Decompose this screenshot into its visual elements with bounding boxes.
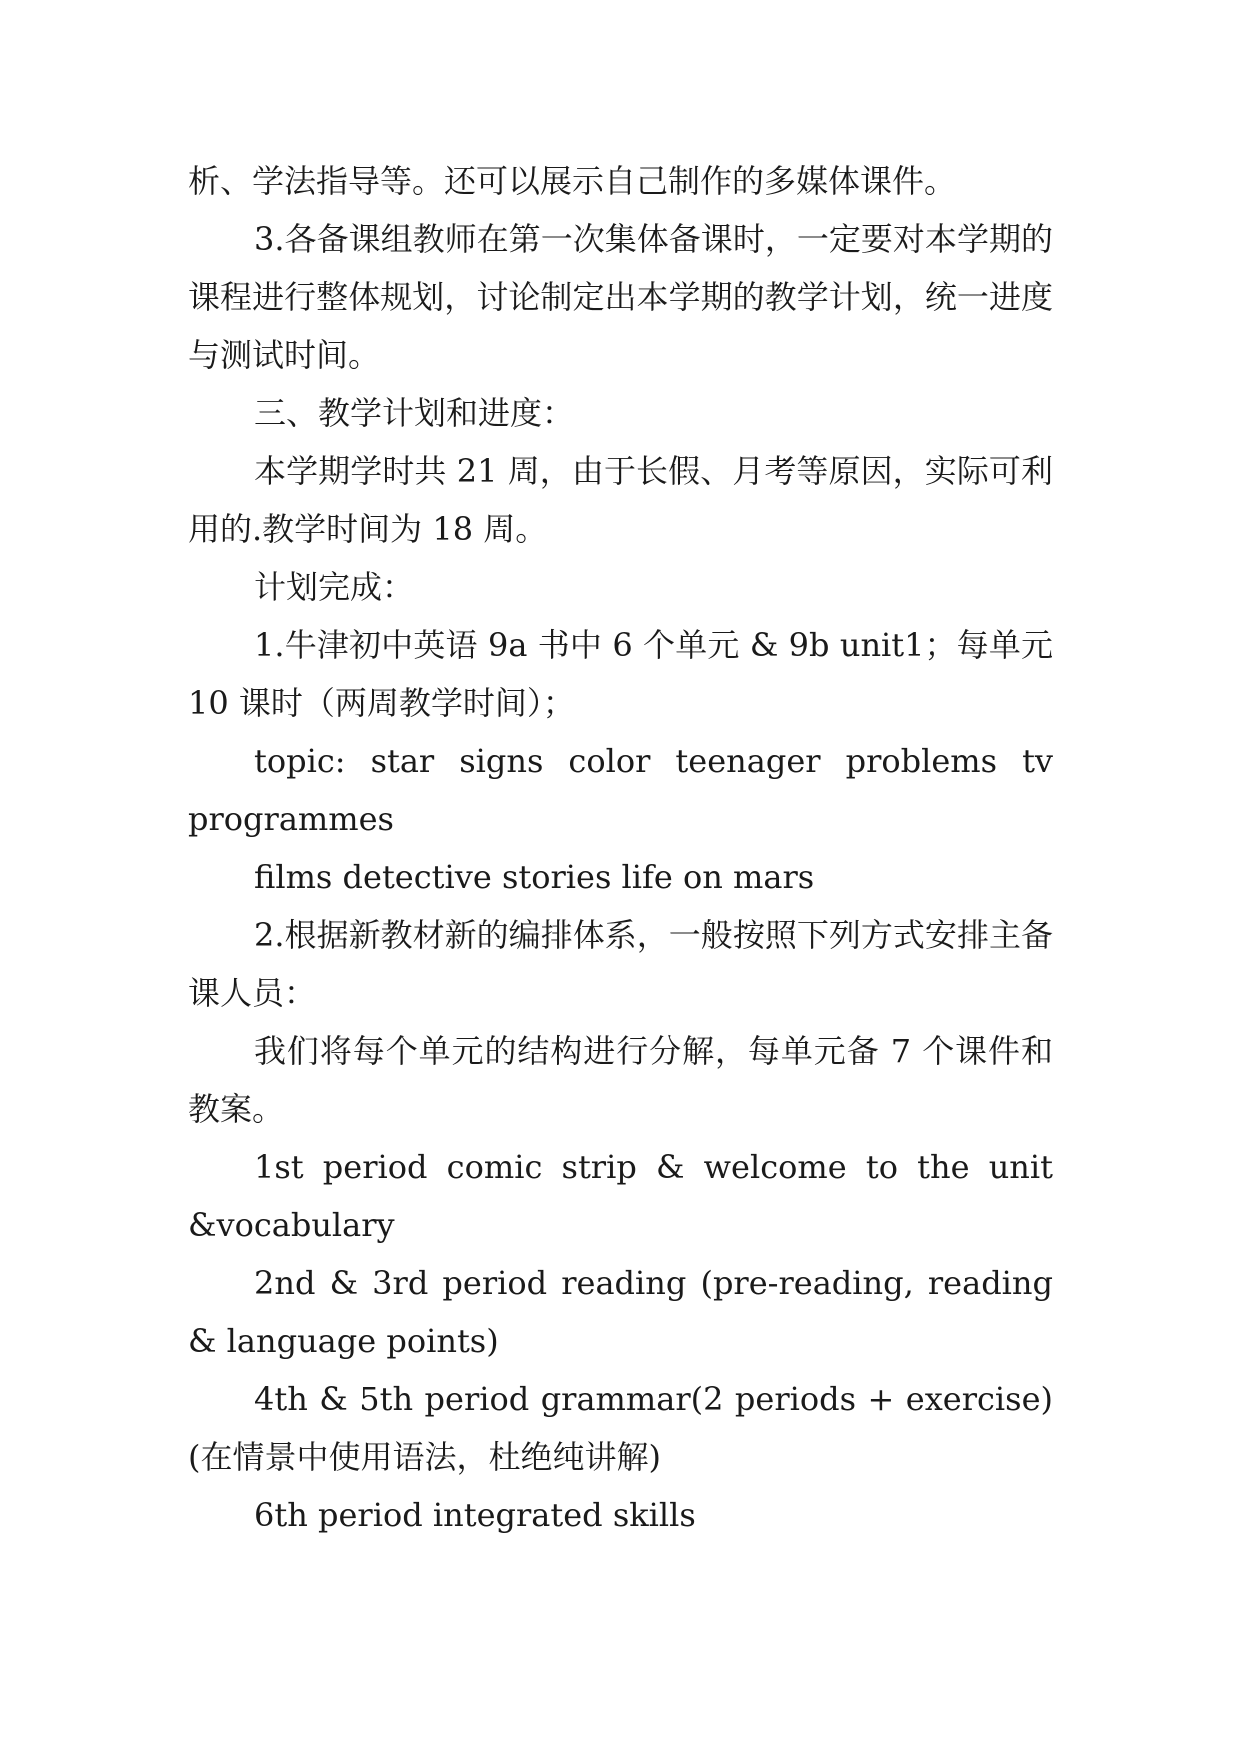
paragraph-arrangement: 2.根据新教材新的编排体系，一般按照下列方式安排主备课人员： xyxy=(188,916,1053,1012)
paragraph-topics-continued: films detective stories life on mars xyxy=(254,858,815,896)
paragraph-weeks: 本学期学时共 21 周，由于长假、月考等原因，实际可利用的.教学时间为 18 周。 xyxy=(188,452,1053,548)
paragraph-period-2-3: 2nd & 3rd period reading (pre-reading, reading & language points) xyxy=(188,1264,1053,1360)
paragraph-planning: 3.各备课组教师在第一次集体备课时，一定要对本学期的课程进行整体规划，讨论制定出本学期的教学计划，统一进度与测试时间。 xyxy=(188,220,1053,374)
paragraph-structure: 我们将每个单元的结构进行分解，每单元备 7 个课件和教案。 xyxy=(188,1032,1053,1128)
paragraph-units: 1.牛津初中英语 9a 书中 6 个单元 & 9b unit1；每单元 10 课时（两周教学时间）； xyxy=(188,626,1053,722)
section-heading-teaching-plan: 三、教学计划和进度： xyxy=(254,394,575,432)
paragraph-period-4-5: 4th & 5th period grammar(2 periods + exercise)(在情景中使用语法，杜绝纯讲解) xyxy=(188,1380,1053,1476)
paragraph-period-6: 6th period integrated skills xyxy=(254,1496,696,1534)
paragraph-continuation: 析、学法指导等。还可以展示自己制作的多媒体课件。 xyxy=(188,162,957,200)
paragraph-period-1: 1st period comic strip & welcome to the unit &vocabulary xyxy=(188,1148,1053,1244)
paragraph-topics: topic: star signs color teenager problems tv programmes xyxy=(188,742,1053,838)
document-body xyxy=(188,152,1053,1544)
paragraph-plan-complete: 计划完成： xyxy=(254,568,415,606)
